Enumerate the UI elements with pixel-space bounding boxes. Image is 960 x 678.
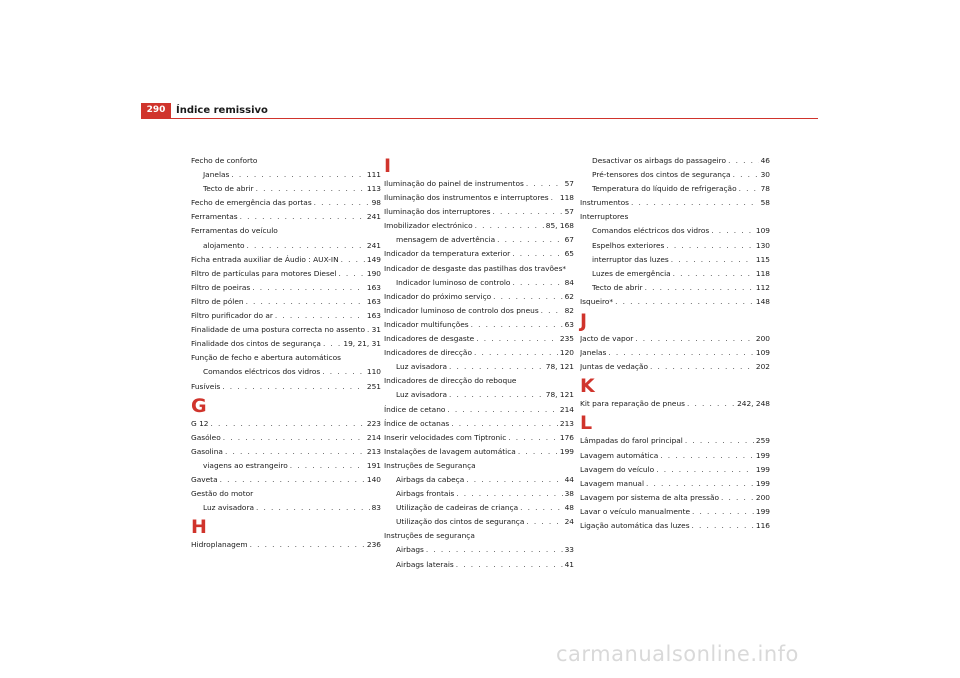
dot-leader	[608, 346, 754, 360]
section-letter-i: I	[384, 155, 392, 177]
index-entry-label: Lavagem por sistema de alta pressão	[580, 492, 720, 502]
index-entry	[191, 380, 381, 394]
entry-list	[384, 177, 574, 572]
index-entry-label: Indicador do próximo serviço	[384, 291, 492, 301]
index-entry	[191, 365, 381, 379]
index-entry-page: 199	[755, 506, 770, 516]
index-entry-page: 57	[564, 207, 574, 217]
index-entry	[580, 224, 770, 238]
index-entry-label: Filtro de pólen	[191, 296, 244, 306]
index-entry-label: Airbags da cabeça	[396, 474, 465, 484]
dot-leader	[728, 154, 759, 168]
index-entry	[580, 491, 770, 505]
index-entry-page: 116	[755, 520, 770, 530]
index-entry-page: 57	[564, 179, 574, 188]
index-entry-page: 235	[559, 334, 574, 344]
index-entry-page: 111	[366, 170, 381, 180]
index-entry	[580, 434, 770, 448]
index-entry-page: 120	[559, 348, 574, 358]
entry-list	[580, 397, 770, 411]
index-entry-page: 236	[366, 540, 381, 550]
index-entry-page: 149	[366, 254, 381, 264]
index-entry-label: Utilização de cadeiras de criança	[396, 503, 519, 513]
dot-leader	[656, 463, 754, 477]
index-entry-label: Pré-tensores dos cintos de segurança	[592, 170, 731, 180]
index-entry-label: Janelas	[203, 170, 230, 180]
index-entry-label: Instrumentos	[580, 198, 630, 208]
index-entry-label: Luz avisadora	[203, 503, 255, 513]
index-entry-page: 24	[564, 517, 574, 527]
index-entry-label: Temperatura do líquido de refrigeração	[592, 184, 737, 194]
index-entry-page: 176	[559, 432, 574, 442]
index-entry	[384, 473, 574, 487]
index-entry-page: 213	[559, 418, 574, 428]
index-entry-page: 223	[366, 418, 381, 428]
dot-leader	[451, 417, 558, 431]
index-entry	[191, 323, 381, 337]
index-entry	[191, 168, 381, 182]
index-entry	[384, 558, 574, 572]
index-entry-label: Lavagem automática	[580, 450, 659, 460]
index-entry	[580, 449, 770, 463]
index-entry	[191, 267, 381, 281]
index-entry-page: 241	[366, 240, 381, 250]
dot-leader	[692, 505, 754, 519]
index-entry	[580, 196, 770, 210]
index-entry	[384, 219, 574, 233]
dot-leader	[256, 501, 370, 515]
index-entry-label: Lâmpadas do farol principal	[580, 436, 683, 446]
index-entry-page: 199	[559, 446, 574, 456]
section-letter-g: G	[191, 394, 207, 417]
dot-leader	[508, 431, 558, 445]
index-entry	[384, 276, 574, 290]
index-entry-label: Desactivar os airbags do passageiro	[592, 156, 727, 165]
dot-leader	[322, 365, 365, 379]
index-entry-label: Finalidade dos cintos de segurança	[191, 339, 321, 349]
index-entry	[580, 168, 770, 182]
index-entry-label: Isqueiro*	[580, 296, 614, 306]
index-entry	[191, 281, 381, 295]
index-entry-page: 148	[755, 296, 770, 306]
index-entry-label: Finalidade de uma postura correcta no assento	[191, 325, 365, 335]
index-entry-page: 202	[755, 362, 770, 372]
page-title: Índice remissivo	[176, 105, 268, 116]
dot-leader	[631, 196, 759, 210]
index-entry-label: Jacto de vapor	[580, 334, 634, 344]
dot-leader	[223, 431, 365, 445]
dot-leader	[471, 318, 563, 332]
index-entry	[580, 239, 770, 253]
dot-leader	[456, 487, 562, 501]
index-entry-page: 83	[371, 503, 381, 513]
dot-leader	[739, 182, 759, 196]
index-entry	[191, 253, 381, 267]
index-entry-page: 190	[366, 268, 381, 278]
index-entry-heading: Interruptores	[580, 212, 629, 222]
index-entry-heading: Indicador de desgaste das pastilhas dos travões*	[384, 263, 567, 273]
index-entry-heading: Gestão do motor	[191, 489, 254, 499]
index-entry-label: Gasóleo	[191, 432, 221, 442]
index-entry-label: Filtro de partículas para motores Diesel	[191, 268, 337, 278]
index-entry-label: Lavagem do veículo	[580, 464, 655, 474]
dot-leader	[721, 491, 754, 505]
dot-leader	[685, 434, 754, 448]
index-entry	[580, 182, 770, 196]
index-entry-label: Luzes de emergência	[592, 268, 671, 278]
section-letter-l: L	[580, 412, 593, 435]
index-entry-label: Inserir velocidades com Tiptronic	[384, 432, 507, 442]
entry-list	[191, 417, 381, 516]
index-entry-page: 85, 168	[545, 221, 574, 231]
index-entry-label: Índice de octanas	[384, 418, 450, 428]
dot-leader	[541, 304, 563, 318]
index-entry-heading: Ferramentas do veículo	[191, 226, 278, 236]
index-entry-label: Comandos eléctricos dos vidros	[592, 226, 710, 236]
index-entry	[384, 191, 574, 205]
index-entry-page: 33	[564, 545, 574, 555]
index-entry-page: 30	[760, 170, 770, 180]
index-entry-page: 31	[371, 325, 381, 335]
index-entry-heading: Função de fecho e abertura automáticos	[191, 353, 341, 363]
entry-list	[580, 332, 770, 374]
index-entry-page: 78, 121	[545, 362, 574, 372]
header-rule	[141, 118, 818, 119]
index-entry	[191, 239, 381, 253]
index-entry-page: 200	[755, 492, 770, 502]
dot-leader	[666, 239, 754, 253]
index-entry-label: Kit para reparação de pneus	[580, 399, 686, 409]
index-entry-page: 199	[755, 478, 770, 488]
dot-leader	[733, 168, 759, 182]
index-entry	[191, 295, 381, 309]
index-entry-label: Iluminação dos instrumentos e interruptores	[384, 193, 549, 203]
index-entry-label: Fusíveis	[191, 381, 221, 391]
index-entry	[191, 445, 381, 459]
dot-leader	[426, 543, 563, 557]
index-entry-page: 251	[366, 381, 381, 391]
index-entry	[384, 445, 574, 459]
dot-leader	[275, 309, 365, 323]
index-entry	[191, 337, 381, 351]
dot-leader	[323, 337, 341, 351]
dot-leader	[512, 276, 562, 290]
index-entry	[384, 304, 574, 318]
index-entry	[580, 346, 770, 360]
dot-leader	[673, 267, 754, 281]
dot-leader	[646, 477, 754, 491]
dot-leader	[247, 239, 365, 253]
index-entry-page: 41	[564, 559, 574, 569]
index-entry-label: Ficha entrada auxiliar de Áudio : AUX-IN	[191, 254, 339, 264]
index-entry-page: 118	[755, 268, 770, 278]
dot-leader	[338, 267, 364, 281]
index-entry	[384, 501, 574, 515]
index-entry	[580, 477, 770, 491]
entry-list	[580, 434, 770, 533]
index-entry-label: Airbags laterais	[396, 559, 454, 569]
index-entry-label: viagens ao estrangeiro	[203, 460, 288, 470]
index-entry	[580, 253, 770, 267]
index-entry-label: Ligação automática das luzes	[580, 520, 690, 530]
index-entry	[580, 397, 770, 411]
dot-leader	[497, 233, 562, 247]
index-entry-label: Filtro de poeiras	[191, 282, 251, 292]
index-entry-page: 62	[564, 291, 574, 301]
index-entry	[580, 295, 770, 309]
index-entry-page: 110	[366, 367, 381, 377]
index-entry-label: Iluminação dos interruptores	[384, 207, 491, 217]
section-letter-h: H	[191, 516, 207, 539]
index-entry	[191, 459, 381, 473]
index-entry	[384, 290, 574, 304]
dot-leader	[367, 323, 370, 337]
dot-leader	[250, 538, 365, 552]
index-entry	[384, 346, 574, 360]
index-entry	[580, 332, 770, 346]
index-entry	[384, 388, 574, 402]
dot-leader	[692, 519, 754, 533]
index-entry	[191, 210, 381, 224]
index-entry-label: G 12	[191, 418, 209, 428]
index-entry-heading: Instruções de segurança	[384, 531, 475, 541]
index-entry-page: 163	[366, 296, 381, 306]
index-entry	[384, 487, 574, 501]
index-entry-label: Indicadores de desgaste	[384, 334, 475, 344]
index-entry	[384, 360, 574, 374]
index-entry	[191, 309, 381, 323]
index-entry-label: interruptor das luzes	[592, 254, 669, 264]
index-entry-page: 67	[564, 235, 574, 245]
index-entry-page: 163	[366, 311, 381, 321]
dot-leader	[231, 168, 365, 182]
dot-leader	[246, 295, 365, 309]
index-entry	[580, 281, 770, 295]
dot-leader	[290, 459, 365, 473]
dot-leader	[551, 191, 558, 205]
index-entry	[191, 538, 381, 552]
index-entry-page: 78, 121	[545, 390, 574, 400]
dot-leader	[526, 177, 563, 191]
index-entry	[191, 417, 381, 431]
index-entry	[384, 417, 574, 431]
index-entry	[580, 360, 770, 374]
dot-leader	[447, 403, 557, 417]
dot-leader	[512, 247, 562, 261]
index-entry-page: 259	[755, 436, 770, 446]
index-entry-page: 199	[755, 450, 770, 460]
dot-leader	[711, 224, 754, 238]
dot-leader	[466, 473, 562, 487]
index-entry	[384, 177, 574, 191]
index-entry-label: mensagem de advertência	[396, 235, 496, 245]
dot-leader	[526, 515, 562, 529]
index-entry-label: Airbags	[396, 545, 424, 555]
index-entry-page: 191	[366, 460, 381, 470]
index-entry-label: Indicador luminoso de controlo dos pneus	[384, 305, 539, 315]
page-number-badge: 290	[141, 103, 171, 118]
index-entry	[384, 431, 574, 445]
index-entry-label: Janelas	[580, 348, 607, 358]
index-entry	[580, 505, 770, 519]
index-entry-label: Imobilizador electrónico	[384, 221, 473, 231]
dot-leader	[252, 281, 365, 295]
index-entry-page: 115	[755, 254, 770, 264]
index-entry-label: Gasolina	[191, 446, 223, 456]
index-entry-page: 214	[559, 404, 574, 414]
index-entry-page: 200	[755, 334, 770, 344]
dot-leader	[520, 501, 562, 515]
index-column-1	[191, 154, 381, 552]
index-entry-page: 63	[564, 319, 574, 329]
entry-list	[191, 154, 381, 394]
index-entry-heading: Fecho de conforto	[191, 156, 258, 165]
index-entry-label: Iluminação do painel de instrumentos	[384, 179, 524, 188]
index-entry	[191, 196, 381, 210]
index-entry	[580, 267, 770, 281]
index-entry	[191, 473, 381, 487]
index-entry-label: Gaveta	[191, 474, 218, 484]
dot-leader	[645, 281, 754, 295]
index-entry-label: Indicador multifunções	[384, 319, 469, 329]
section-letter-k: K	[580, 375, 595, 398]
index-entry-label: Indicador luminoso de controlo	[396, 277, 511, 287]
index-entry	[384, 543, 574, 557]
index-entry-page: 242, 248	[737, 399, 770, 409]
index-entry-label: Indicadores de direcção	[384, 348, 472, 358]
index-entry-page: 98	[371, 198, 381, 208]
watermark-footer: carmanualsonline.info	[556, 642, 799, 666]
index-entry-label: Filtro purificador do ar	[191, 311, 273, 321]
index-entry-page: 140	[366, 474, 381, 484]
index-entry-page: 109	[755, 348, 770, 358]
index-entry	[384, 318, 574, 332]
index-entry-label: Lavar o veículo manualmente	[580, 506, 691, 516]
dot-leader	[225, 445, 365, 459]
index-entry	[580, 519, 770, 533]
dot-leader	[256, 182, 365, 196]
dot-leader	[474, 346, 558, 360]
dot-leader	[341, 253, 365, 267]
dot-leader	[222, 380, 365, 394]
dot-leader	[210, 417, 364, 431]
dot-leader	[456, 558, 563, 572]
index-entry-label: Fecho de emergência das portas	[191, 198, 312, 208]
index-entry	[384, 515, 574, 529]
index-column-2	[384, 154, 574, 572]
index-entry-page: 109	[755, 226, 770, 236]
index-entry-label: Comandos eléctricos dos vidros	[203, 367, 321, 377]
index-entry	[384, 205, 574, 219]
index-entry	[384, 247, 574, 261]
dot-leader	[660, 449, 754, 463]
dot-leader	[635, 332, 754, 346]
dot-leader	[492, 205, 562, 219]
index-entry-page: 38	[564, 489, 574, 499]
dot-leader	[493, 290, 562, 304]
index-entry-page: 130	[755, 240, 770, 250]
index-entry-page: 118	[559, 193, 574, 203]
index-entry	[191, 431, 381, 445]
index-entry-page: 46	[760, 156, 770, 165]
index-entry-page: 58	[760, 198, 770, 208]
index-entry-label: Utilização dos cintos de segurança	[396, 517, 525, 527]
index-entry-page: 199	[755, 464, 770, 474]
index-entry-label: Airbags frontais	[396, 489, 455, 499]
section-letter-j: J	[580, 310, 588, 333]
dot-leader	[671, 253, 754, 267]
index-entry-label: Luz avisadora	[396, 390, 448, 400]
index-entry-label: Tecto de abrir	[592, 282, 643, 292]
dot-leader	[240, 210, 365, 224]
dot-leader	[615, 295, 754, 309]
index-entry-label: Indicador da temperatura exterior	[384, 249, 511, 259]
dot-leader	[475, 219, 544, 233]
index-entry-label: Luz avisadora	[396, 362, 448, 372]
dot-leader	[220, 473, 365, 487]
dot-leader	[476, 332, 558, 346]
index-entry-page: 19, 21, 31	[343, 339, 381, 349]
dot-leader	[449, 360, 544, 374]
index-entry-label: Tecto de abrir	[203, 184, 254, 194]
dot-leader	[449, 388, 544, 402]
index-entry-page: 241	[366, 212, 381, 222]
index-entry	[580, 154, 770, 168]
entry-list	[580, 154, 770, 309]
index-entry-page: 48	[564, 503, 574, 513]
dot-leader	[650, 360, 754, 374]
index-entry-label: Lavagem manual	[580, 478, 645, 488]
index-entry-page: 82	[564, 305, 574, 315]
dot-leader	[314, 196, 370, 210]
index-entry	[384, 233, 574, 247]
entry-list	[191, 538, 381, 552]
index-entry-heading: Instruções de Segurança	[384, 460, 476, 470]
index-entry-page: 44	[564, 474, 574, 484]
index-entry-page: 78	[760, 184, 770, 194]
index-entry-page: 163	[366, 282, 381, 292]
index-entry-page: 112	[755, 282, 770, 292]
index-entry	[384, 403, 574, 417]
index-entry	[191, 501, 381, 515]
index-entry	[384, 332, 574, 346]
index-entry	[580, 463, 770, 477]
index-entry-label: Instalações de lavagem automática	[384, 446, 516, 456]
index-entry-page: 214	[366, 432, 381, 442]
index-entry-page: 113	[366, 184, 381, 194]
dot-leader	[687, 397, 735, 411]
index-entry-page: 84	[564, 277, 574, 287]
index-entry-label: alojamento	[203, 240, 245, 250]
index-entry-page: 65	[564, 249, 574, 259]
index-column-3	[580, 154, 770, 533]
index-entry-label: Juntas de vedação	[580, 362, 649, 372]
dot-leader	[518, 445, 558, 459]
index-entry	[191, 182, 381, 196]
index-entry-label: Espelhos exteriores	[592, 240, 665, 250]
index-entry-page: 213	[366, 446, 381, 456]
index-entry-heading: Indicadores de direcção do reboque	[384, 376, 517, 386]
index-entry-label: Ferramentas	[191, 212, 238, 222]
index-entry-label: Hidroplanagem	[191, 540, 248, 550]
index-entry-label: Índice de cetano	[384, 404, 446, 414]
